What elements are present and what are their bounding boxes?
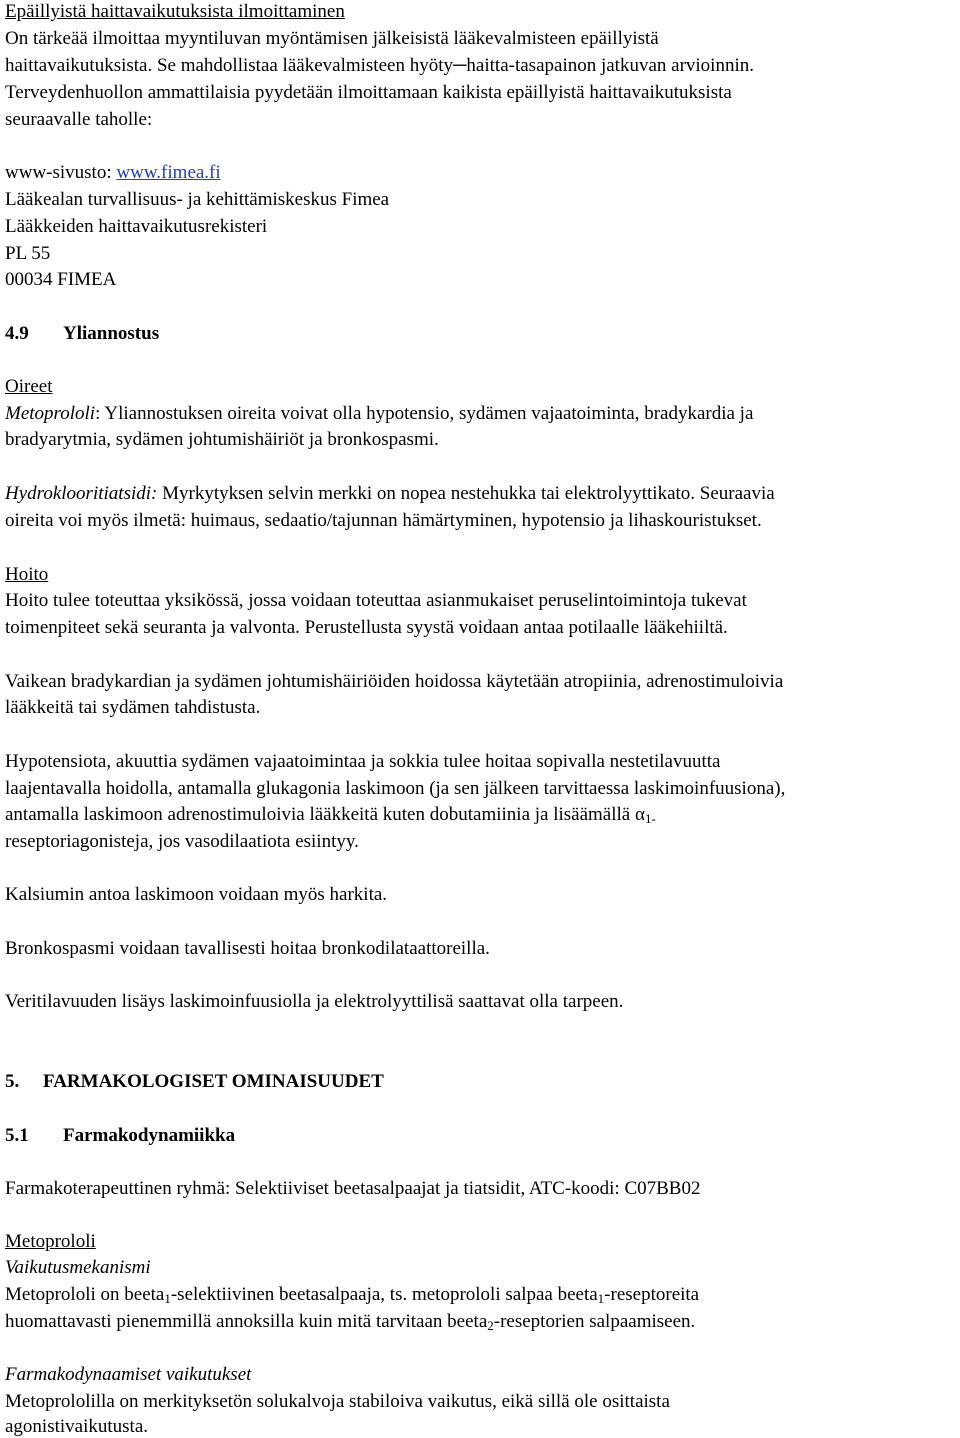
symptoms-heading: Oireet (5, 376, 53, 397)
address-line: 00034 FIMEA (5, 269, 117, 290)
mechanism-text: huomattavasti pienemmillä annoksilla kuin mitä tarvitaan beeta (5, 1311, 488, 1332)
effects-heading: Farmakodynaamiset vaikutukset (5, 1364, 252, 1385)
beta-subscript: 2 (487, 1318, 494, 1333)
section-heading-5-1 (5, 1125, 235, 1147)
metoprolol-text: : Yliannostuksen oireita voivat olla hypotensio, sydämen vajaatoiminta, bradykardia ja (95, 403, 754, 424)
treatment-heading: Hoito (5, 564, 49, 585)
beta-subscript: 1 (164, 1291, 171, 1306)
hct-symptoms-line (5, 483, 775, 505)
mechanism-text: Metoprololi on beeta (5, 1284, 165, 1305)
website-line (5, 162, 221, 184)
mechanism-text: -reseptoreita (604, 1284, 700, 1305)
treatment-line (5, 804, 656, 826)
treatment-line: Vaikean bradykardian ja sydämen johtumishäiriöiden hoidossa käytetään atropiinia, adrenostimuloivia (5, 671, 784, 692)
reporting-text-line: On tärkeää ilmoittaa myyntiluvan myöntämisen jälkeisistä lääkevalmisteen epäillyistä (5, 28, 659, 49)
section-number: 5. (5, 1071, 20, 1092)
treatment-line: Hoito tulee toteuttaa yksikössä, jossa voidaan toteuttaa asianmukaiset peruselintoimintoja tukevat (5, 590, 747, 611)
reporting-text-line: Terveydenhuollon ammattilaisia pyydetään ilmoittamaan kaikista epäillyistä haittavaikutuksista (5, 82, 732, 103)
treatment-line: toimenpiteet sekä seuranta ja valvonta. Perustellusta syystä voidaan antaa potilaalle lääkehiiltä. (5, 617, 728, 638)
atc-group-line: Farmakoterapeuttinen ryhmä: Selektiiviset beetasalpaajat ja tiatsidit, ATC-koodi: C07BB02 (5, 1178, 701, 1199)
section-heading-4-9 (5, 323, 159, 345)
treatment-text: antamalla laskimoon adrenostimuloivia lääkkeitä kuten dobutamiinia ja lisäämällä α (5, 804, 645, 825)
section-heading-5 (5, 1071, 384, 1093)
alpha-subscript: 1- (644, 811, 656, 826)
metoprolol-label: Metoprololi (5, 403, 96, 424)
mechanism-text: -reseptorien salpaamiseen. (493, 1311, 696, 1332)
hct-symptoms-line: oireita voi myös ilmetä: huimaus, sedaatio/tajunnan hämärtyminen, hypotensio ja lihaskouristukset. (5, 510, 762, 531)
reporting-text-line: haittavaikutuksista. Se mahdollistaa lääkevalmisteen hyöty─haitta-tasapainon jatkuvan arvioinnin. (5, 55, 754, 76)
section-title: Farmakodynamiikka (63, 1125, 236, 1146)
section-title: FARMAKOLOGISET OMINAISUUDET (43, 1071, 384, 1092)
section-number: 5.1 (5, 1125, 29, 1146)
effects-line: agonistivaikutusta. (5, 1416, 149, 1437)
effects-line: Metoprololilla on merkityksetön solukalvoja stabiloiva vaikutus, eikä sillä ole osittaista (5, 1391, 670, 1412)
hct-text: Myrkytyksen selvin merkki on nopea nestehukka tai elektrolyyttikato. Seuraavia (157, 483, 775, 504)
metoprolol-symptoms-line: bradyarytmia, sydämen johtumishäiriöt ja bronkospasmi. (5, 429, 439, 450)
section-number: 4.9 (5, 323, 29, 344)
address-line: Lääkkeiden haittavaikutusrekisteri (5, 216, 268, 237)
treatment-line: Hypotensiota, akuuttia sydämen vajaatoimintaa ja sokkia tulee hoitaa sopivalla nestetilavuutta (5, 751, 721, 772)
website-label: www-sivusto: (5, 162, 117, 183)
metoprolol-symptoms-line (5, 403, 753, 425)
mechanism-line (5, 1311, 695, 1333)
treatment-line: Kalsiumin antoa laskimoon voidaan myös harkita. (5, 884, 388, 905)
mechanism-line (5, 1284, 699, 1306)
treatment-line: Veritilavuuden lisäys laskimoinfuusiolla ja elektrolyyttilisä saattavat olla tarpeen. (5, 991, 624, 1012)
treatment-line: lääkkeitä tai sydämen tahdistusta. (5, 697, 261, 718)
treatment-line: reseptoriagonisteja, jos vasodilaatiota esiintyy. (5, 831, 359, 852)
mechanism-text: -selektiivinen beetasalpaaja, ts. metoprololi salpaa beeta (170, 1284, 598, 1305)
treatment-line: laajentavalla hoidolla, antamalla glukagonia laskimoon (ja sen jälkeen tarvittaessa laskimoinfuusiona), (5, 778, 786, 799)
hct-label: Hydroklooritiatsidi: (5, 483, 158, 504)
treatment-line: Bronkospasmi voidaan tavallisesti hoitaa bronkodilataattoreilla. (5, 938, 490, 959)
address-line: PL 55 (5, 243, 51, 264)
reporting-text-line: seuraavalle taholle: (5, 109, 153, 130)
metoprolol-heading: Metoprololi (5, 1231, 96, 1252)
beta-subscript: 1 (597, 1291, 605, 1306)
mechanism-heading: Vaikutusmekanismi (5, 1257, 151, 1278)
reporting-heading: Epäillyistä haittavaikutuksista ilmoittaminen (5, 1, 345, 22)
address-line: Lääkealan turvallisuus- ja kehittämiskeskus Fimea (5, 189, 390, 210)
section-title: Yliannostus (63, 323, 160, 344)
fimea-link[interactable]: www.fimea.fi (116, 162, 221, 183)
